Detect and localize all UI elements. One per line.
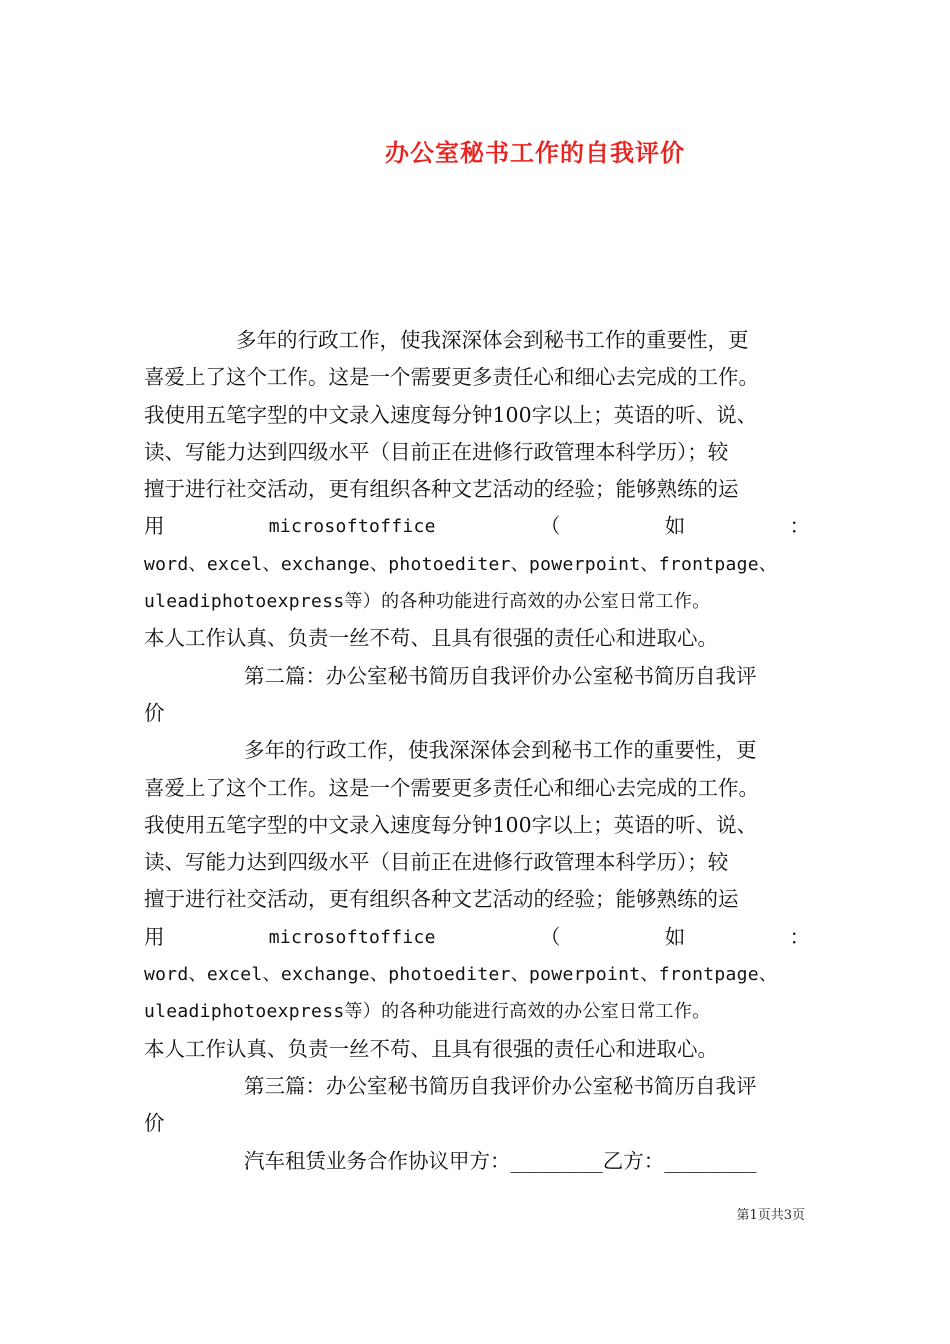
section-heading: 第三篇：办公室秘书简历自我评价办公室秘书简历自我评 xyxy=(244,1073,757,1098)
section-heading: 价 xyxy=(144,1111,165,1136)
paragraph-line: 多年的行政工作，使我深深体会到秘书工作的重要性，更 xyxy=(236,328,749,352)
paragraph-line: word、excel、exchange、photoediter、powerpoint、frontpage、 xyxy=(144,964,778,986)
text-fragment: 用 xyxy=(144,924,165,949)
text-fragment: microsoftoffice xyxy=(268,516,436,538)
paragraph-line: 本人工作认真、负责一丝不苟、且具有很强的责任心和进取心。 xyxy=(144,626,718,651)
text-fragment: （ xyxy=(540,514,561,539)
section-heading: 价 xyxy=(144,700,165,725)
paragraph-line: 读、写能力达到四级水平（目前正在进修行政管理本科学历）；较 xyxy=(144,439,729,464)
paragraph-line: word、excel、exchange、photoediter、powerpoint、frontpage、 xyxy=(144,553,778,575)
text-fragment: 如 xyxy=(664,924,686,949)
paragraph-line: 擅于进行社交活动，更有组织各种文艺活动的经验；能够熟练的运 xyxy=(144,477,739,502)
text-fragment: microsoftoffice xyxy=(268,926,436,948)
text-fragment: 如 xyxy=(664,514,686,539)
paragraph-line: 擅于进行社交活动，更有组织各种文艺活动的经验；能够熟练的运 xyxy=(144,887,739,912)
paragraph-line: 我使用五笔字型的中文录入速度每分钟100字以上；英语的听、说、 xyxy=(144,812,758,837)
paragraph-line: uleadiphotoexpress等）的各种功能进行高效的办公室日常工作。 xyxy=(144,1001,711,1023)
paragraph-line-justified xyxy=(144,919,810,956)
paragraph-line: 读、写能力达到四级水平（目前正在进修行政管理本科学历）；较 xyxy=(144,850,729,875)
paragraph-line: 多年的行政工作，使我深深体会到秘书工作的重要性，更 xyxy=(244,738,757,763)
paragraph-line: 我使用五笔字型的中文录入速度每分钟100字以上；英语的听、说、 xyxy=(144,402,758,427)
paragraph-line-justified xyxy=(144,508,810,545)
paragraph-line: 喜爱上了这个工作。这是一个需要更多责任心和细心去完成的工作。 xyxy=(144,365,759,390)
section-heading: 第二篇：办公室秘书简历自我评价办公室秘书简历自我评 xyxy=(244,663,757,688)
agreement-line: 汽车租赁业务合作协议甲方：_________乙方：_________ xyxy=(244,1148,757,1173)
document-body xyxy=(144,322,810,1180)
text-fragment: （ xyxy=(540,924,561,949)
paragraph-line: uleadiphotoexpress等）的各种功能进行高效的办公室日常工作。 xyxy=(144,591,711,613)
text-fragment: 用 xyxy=(144,514,165,539)
text-fragment: ： xyxy=(789,924,810,949)
document-title: 办公室秘书工作的自我评价 xyxy=(385,138,685,167)
text-fragment: ： xyxy=(789,514,810,539)
page-footer: 第1页共3页 xyxy=(736,1208,805,1223)
paragraph-line: 喜爱上了这个工作。这是一个需要更多责任心和细心去完成的工作。 xyxy=(144,775,759,800)
paragraph-line: 本人工作认真、负责一丝不苟、且具有很强的责任心和进取心。 xyxy=(144,1036,718,1061)
